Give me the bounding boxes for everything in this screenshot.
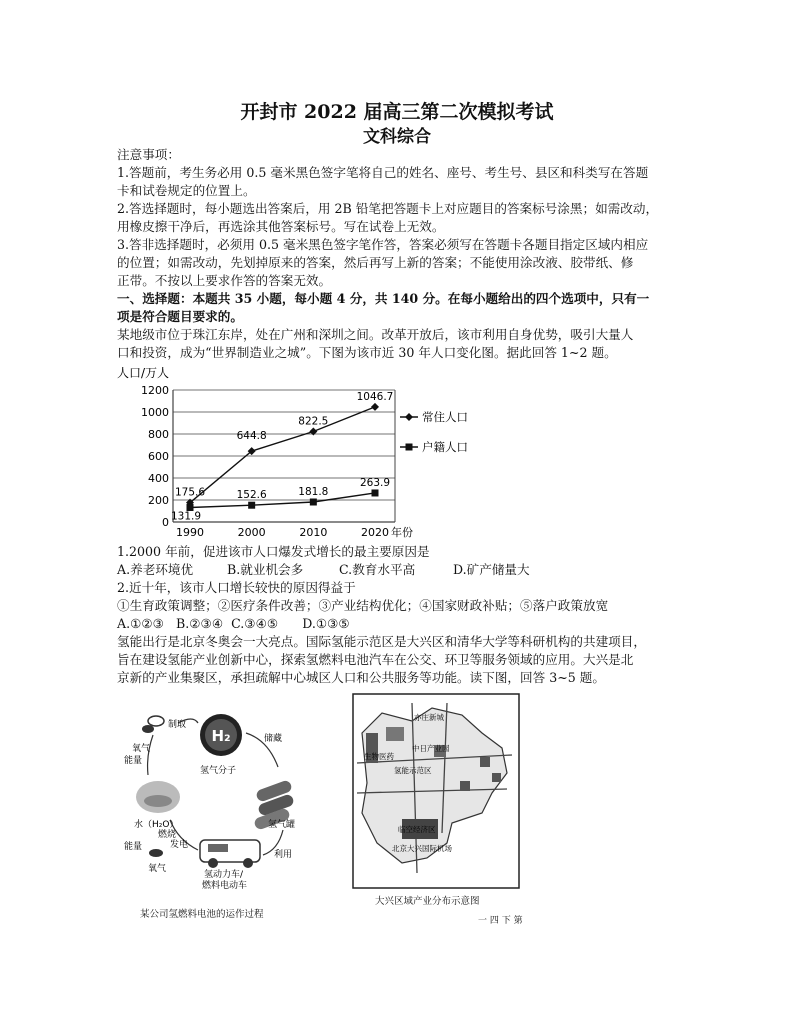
industry-zone <box>480 757 490 767</box>
population-chart <box>115 365 535 540</box>
h2-symbol: H₂ <box>211 727 231 745</box>
page-subtitle: 文科综合 <box>363 127 431 147</box>
label-h2-zone: 氢能示范区 <box>394 766 432 775</box>
notice-line: 2.答选择题时，每小题选出答案后，用 2B 铅笔把答题卡上对应题目的答案标号涂黑；如需改动， <box>117 201 659 216</box>
question-1-stem: 1.2000 年前，促进该市人口爆发式增长的最主要原因是 <box>117 544 430 559</box>
label-use: 利用 <box>274 850 293 860</box>
hydrogen-car-icon <box>200 840 260 868</box>
page-title: 开封市 2022 届高三第二次模拟考试 <box>240 101 554 123</box>
label-car-1: 氢动力车/ <box>204 870 244 880</box>
data-label: 181.8 <box>298 486 329 499</box>
label-car-2: 燃料电动车 <box>202 881 248 891</box>
data-label: 1046.7 <box>356 390 394 403</box>
y-tick-label: 1200 <box>141 384 169 397</box>
passage-line: 氢能出行是北京冬奥会一大亮点。国际氢能示范区是大兴区和清华大学等科研机构的共建项目， <box>117 634 646 649</box>
label-produce: 制取 <box>168 720 187 730</box>
label-burn: 燃烧 <box>158 830 177 840</box>
y-tick-label: 200 <box>148 494 169 507</box>
label-airport-economy: 临空经济区 <box>398 825 436 834</box>
data-label: 263.9 <box>359 476 391 489</box>
y-tick-label: 0 <box>162 516 169 529</box>
label-yizhuang: 亦庄新城 <box>414 713 444 722</box>
q1-option-c: C.教育水平高 <box>339 562 416 577</box>
notice-line: 正带。不按以上要求作答的答案无效。 <box>117 273 332 288</box>
label-airport: 北京大兴国际机场 <box>392 844 452 853</box>
y-tick-label: 600 <box>148 450 169 463</box>
q1-option-a: A.养老环境优 <box>117 562 194 577</box>
y-tick-label: 1000 <box>141 406 169 419</box>
label-store: 储藏 <box>264 734 283 744</box>
passage-line: 某地级市位于珠江东岸，处在广州和深圳之间。改革开放后，该市利用自身优势，吸引大量人 <box>117 327 634 342</box>
section-heading-cont: 项是符合题目要求的。 <box>117 309 243 324</box>
industry-zone <box>460 781 470 791</box>
legend-label: 常住人口 <box>422 410 468 424</box>
y-tick-label: 800 <box>148 428 169 441</box>
arrow-icon <box>148 735 153 775</box>
notice-line: 的位置；如需改动，先划掉原来的答案，然后再写上新的答案；不能使用涂改液、胶带纸、修 <box>117 255 634 270</box>
label-oxygen-2: 氧气 <box>148 864 167 874</box>
notice-line: 用橡皮擦干净后，再选涂其他答案标号。写在试卷上无效。 <box>117 219 445 234</box>
legend-label: 户籍人口 <box>422 440 468 454</box>
data-label: 131.9 <box>170 510 202 523</box>
question-2-stem: 2.近十年，该市人口增长较快的原因得益于 <box>117 580 356 595</box>
data-point-registered <box>248 502 255 509</box>
label-generate: 发电 <box>170 840 189 850</box>
data-point-registered <box>372 489 379 496</box>
oxygen-bubble-icon <box>149 849 163 857</box>
data-point-resident <box>371 403 379 411</box>
data-label: 644.8 <box>236 430 267 443</box>
q2-items: ①生育政策调整；②医疗条件改善；③产业结构优化；④国家财政补贴；⑤落户政策放宽 <box>117 598 609 613</box>
daxing-map-figure <box>352 693 520 889</box>
y-tick-label: 400 <box>148 472 169 485</box>
q1-option-b: B.就业机会多 <box>227 562 304 577</box>
label-h2-molecule: 氢气分子 <box>200 766 237 776</box>
q1-option-d: D.矿产储量大 <box>453 562 530 577</box>
x-tick-label: 2020 <box>361 526 389 539</box>
data-label: 152.6 <box>236 489 267 502</box>
legend-marker <box>405 413 413 421</box>
map-corner-text: 一 四 下 第 <box>478 916 523 926</box>
series-line-0 <box>190 407 375 503</box>
notice-heading: 注意事项： <box>117 147 180 162</box>
q2-options: A.①②③ B.②③④ C.③④⑤ D.①③⑤ <box>117 616 350 631</box>
passage-line: 旨在建设氢能产业创新中心，探索氢燃料电池汽车在公交、环卫等服务领域的应用。大兴是北 <box>117 652 634 667</box>
notice-line: 卡和试卷规定的位置上。 <box>117 183 256 198</box>
x-axis-label: 年份 <box>391 526 413 539</box>
data-label: 822.5 <box>298 415 329 428</box>
oxygen-bubble-icon <box>142 725 154 733</box>
data-label: 175.6 <box>174 486 206 499</box>
label-biomed: 生物医药 <box>364 752 394 761</box>
legend-marker <box>406 444 413 451</box>
cycle-caption: 某公司氢燃料电池的运作过程 <box>140 909 264 920</box>
section-heading: 一、选择题：本题共 35 小题，每小题 4 分，共 140 分。在每小题给出的四个选项中，只有一 <box>117 291 650 306</box>
y-axis-label: 人口/万人 <box>117 366 170 380</box>
map-caption: 大兴区域产业分布示意图 <box>375 896 480 907</box>
x-tick-label: 1990 <box>176 526 204 539</box>
label-oxygen: 氧气 <box>132 744 151 754</box>
x-tick-label: 2010 <box>299 526 328 539</box>
label-water: 水（H₂O） <box>134 820 179 830</box>
label-energy-2: 能量 <box>124 842 143 852</box>
label-energy: 能量 <box>124 756 143 766</box>
passage-line: 口和投资，成为“世界制造业之城”。下图为该市近 30 年人口变化图。据此回答 1~2 题。 <box>117 345 617 360</box>
oxygen-bubble-icon <box>148 716 164 726</box>
industry-zone <box>386 727 404 741</box>
x-tick-label: 2000 <box>237 526 266 539</box>
passage-line: 京新的产业集聚区，承担疏解中心城区人口和公共服务等功能。读下图，回答 3~5 题。 <box>117 670 605 685</box>
notice-line: 1.答题前，考生务必用 0.5 毫米黑色签字笔将自己的姓名、座号、考生号、县区和科类写在答题 <box>117 165 649 180</box>
industry-zone <box>492 773 501 782</box>
notice-line: 3.答非选择题时，必须用 0.5 毫米黑色签字笔作答，答案必须写在答题卡各题目指定区域内相应 <box>117 237 649 252</box>
label-tank: 氢气罐 <box>268 820 296 830</box>
label-sino-japan: 中日产业园 <box>412 744 450 753</box>
data-point-registered <box>310 499 317 506</box>
hydrogen-cycle-figure <box>118 705 318 905</box>
